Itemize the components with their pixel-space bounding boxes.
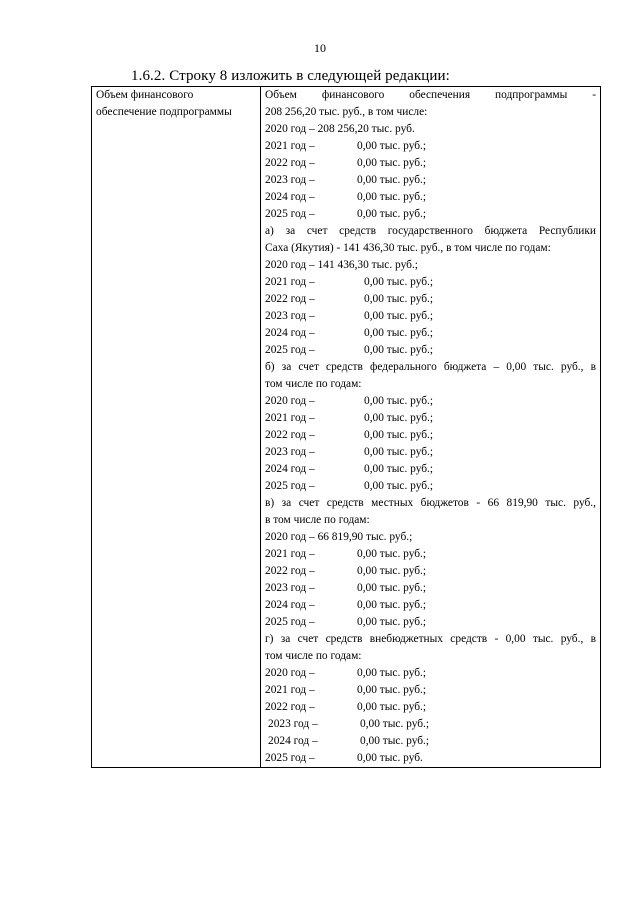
section-b-year-rows bbox=[265, 393, 596, 495]
year-amount: 0,00 тыс. руб.; bbox=[357, 616, 427, 628]
year-amount: 0,00 тыс. руб.; bbox=[364, 395, 434, 407]
section-b-line-1: б) за счет средств федерального бюджета – 0,00 тыс. руб., в bbox=[265, 361, 596, 373]
year-label: 2021 год – bbox=[265, 412, 315, 424]
year-row bbox=[265, 716, 596, 733]
year-row bbox=[265, 291, 596, 308]
year-label: 2023 год – bbox=[268, 718, 318, 730]
year-amount: 0,00 тыс. руб.; bbox=[364, 429, 434, 441]
year-row bbox=[265, 444, 596, 461]
year-row bbox=[265, 325, 596, 342]
year-amount: 0,00 тыс. руб.; bbox=[364, 327, 434, 339]
year-row bbox=[265, 138, 596, 155]
year-row bbox=[265, 274, 596, 291]
row-label-line-2: обеспечение подпрограммы bbox=[96, 106, 232, 118]
year-row bbox=[265, 342, 596, 359]
year-row bbox=[265, 699, 596, 716]
year-row bbox=[265, 563, 596, 580]
year-amount: 0,00 тыс. руб.; bbox=[357, 157, 427, 169]
year-label: 2023 год – bbox=[265, 310, 315, 322]
year-row bbox=[265, 750, 596, 767]
year-row bbox=[265, 478, 596, 495]
year-amount: 0,00 тыс. руб.; bbox=[357, 565, 427, 577]
year-amount: 0,00 тыс. руб.; bbox=[364, 480, 434, 492]
section-v-year-rows bbox=[265, 546, 596, 631]
section-v-line-2: в том числе по годам: bbox=[265, 514, 370, 526]
year-label: 2024 год – bbox=[265, 191, 315, 203]
year-label: 2025 год – bbox=[265, 752, 315, 764]
section-b-line-2: том числе по годам: bbox=[265, 378, 362, 390]
year-amount: 0,00 тыс. руб.; bbox=[357, 701, 427, 713]
year-amount: 0,00 тыс. руб.; bbox=[364, 293, 434, 305]
section-a-line-2: Саха (Якутия) - 141 436,30 тыс. руб., в том числе по годам: bbox=[265, 242, 551, 254]
year-row bbox=[265, 427, 596, 444]
year-label: 2023 год – bbox=[265, 582, 315, 594]
year-label: 2022 год – bbox=[265, 293, 315, 305]
year-label: 2023 год – bbox=[265, 446, 315, 458]
year-row bbox=[265, 597, 596, 614]
year-amount: 0,00 тыс. руб.; bbox=[360, 718, 430, 730]
year-label: 2022 год – bbox=[265, 565, 315, 577]
year-row bbox=[265, 308, 596, 325]
page-number: 10 bbox=[314, 41, 326, 55]
year-amount: 0,00 тыс. руб.; bbox=[357, 548, 427, 560]
year-label: 2024 год – bbox=[268, 735, 318, 747]
row-label-cell bbox=[92, 87, 261, 768]
year-label: 2025 год – bbox=[265, 208, 315, 220]
table-row bbox=[92, 87, 601, 768]
year-amount: 0,00 тыс. руб.; bbox=[364, 446, 434, 458]
year-amount: 0,00 тыс. руб.; bbox=[357, 208, 427, 220]
year-amount: 0,00 тыс. руб.; bbox=[357, 667, 427, 679]
year-label: 2025 год – bbox=[265, 616, 315, 628]
year-row bbox=[265, 206, 596, 223]
year-label: 2021 год – bbox=[265, 276, 315, 288]
year-row bbox=[265, 614, 596, 631]
year-row bbox=[265, 682, 596, 699]
year-label: 2024 год – bbox=[265, 327, 315, 339]
section-a-year-rows bbox=[265, 274, 596, 359]
year-label: 2024 год – bbox=[265, 599, 315, 611]
section-v-2020: 2020 год – 66 819,90 тыс. руб.; bbox=[265, 531, 413, 543]
year-amount: 0,00 тыс. руб.; bbox=[357, 599, 427, 611]
intro-line-1: Объем финансового обеспечения подпрограммы - bbox=[265, 89, 596, 101]
year-row bbox=[265, 733, 596, 750]
intro-line-2: 208 256,20 тыс. руб., в том числе: bbox=[265, 106, 428, 118]
year-amount: 0,00 тыс. руб.; bbox=[357, 140, 427, 152]
section-a-line-1: а) за счет средств государственного бюджета Республики bbox=[265, 225, 596, 237]
row-label-line-1: Объем финансового bbox=[96, 89, 194, 101]
year-amount: 0,00 тыс. руб.; bbox=[357, 582, 427, 594]
year-row bbox=[265, 665, 596, 682]
year-label: 2021 год – bbox=[265, 684, 315, 696]
year-label: 2022 год – bbox=[265, 701, 315, 713]
section-a-2020: 2020 год – 141 436,30 тыс. руб.; bbox=[265, 259, 418, 271]
year-amount: 0,00 тыс. руб.; bbox=[360, 735, 430, 747]
year-label: 2020 год – bbox=[265, 395, 315, 407]
year-amount: 0,00 тыс. руб.; bbox=[364, 463, 434, 475]
year-amount: 0,00 тыс. руб.; bbox=[357, 684, 427, 696]
year-row bbox=[265, 155, 596, 172]
year-amount: 0,00 тыс. руб.; bbox=[357, 191, 427, 203]
year-label: 2025 год – bbox=[265, 480, 315, 492]
row-content-cell bbox=[261, 87, 601, 768]
year-row bbox=[265, 172, 596, 189]
year-label: 2025 год – bbox=[265, 344, 315, 356]
year-amount: 0,00 тыс. руб.; bbox=[364, 276, 434, 288]
year-label: 2024 год – bbox=[265, 463, 315, 475]
year-label: 2020 год – bbox=[265, 667, 315, 679]
year-label: 2021 год – bbox=[265, 140, 315, 152]
year-amount: 0,00 тыс. руб.; bbox=[364, 412, 434, 424]
year-amount: 0,00 тыс. руб.; bbox=[364, 310, 434, 322]
section-g-line-2: том числе по годам: bbox=[265, 650, 362, 662]
year-amount: 0,00 тыс. руб.; bbox=[364, 344, 434, 356]
year-label: 2023 год – bbox=[265, 174, 315, 186]
year-row bbox=[265, 393, 596, 410]
total-2020: 2020 год – 208 256,20 тыс. руб. bbox=[265, 123, 415, 135]
section-g-year-rows bbox=[265, 665, 596, 767]
total-year-rows bbox=[265, 138, 596, 223]
year-label: 2022 год – bbox=[265, 429, 315, 441]
section-v-line-1: в) за счет средств местных бюджетов - 66 819,90 тыс. руб., bbox=[265, 497, 596, 509]
section-heading: 1.6.2. Строку 8 изложить в следующей редакции: bbox=[131, 68, 450, 84]
year-row bbox=[265, 410, 596, 427]
section-g-line-1: г) за счет средств внебюджетных средств - 0,00 тыс. руб., в bbox=[265, 633, 596, 645]
year-label: 2022 год – bbox=[265, 157, 315, 169]
year-row bbox=[265, 580, 596, 597]
funding-table bbox=[91, 86, 601, 768]
year-amount: 0,00 тыс. руб. bbox=[357, 752, 423, 764]
year-amount: 0,00 тыс. руб.; bbox=[357, 174, 427, 186]
year-row bbox=[265, 461, 596, 478]
year-row bbox=[265, 546, 596, 563]
year-row bbox=[265, 189, 596, 206]
year-label: 2021 год – bbox=[265, 548, 315, 560]
